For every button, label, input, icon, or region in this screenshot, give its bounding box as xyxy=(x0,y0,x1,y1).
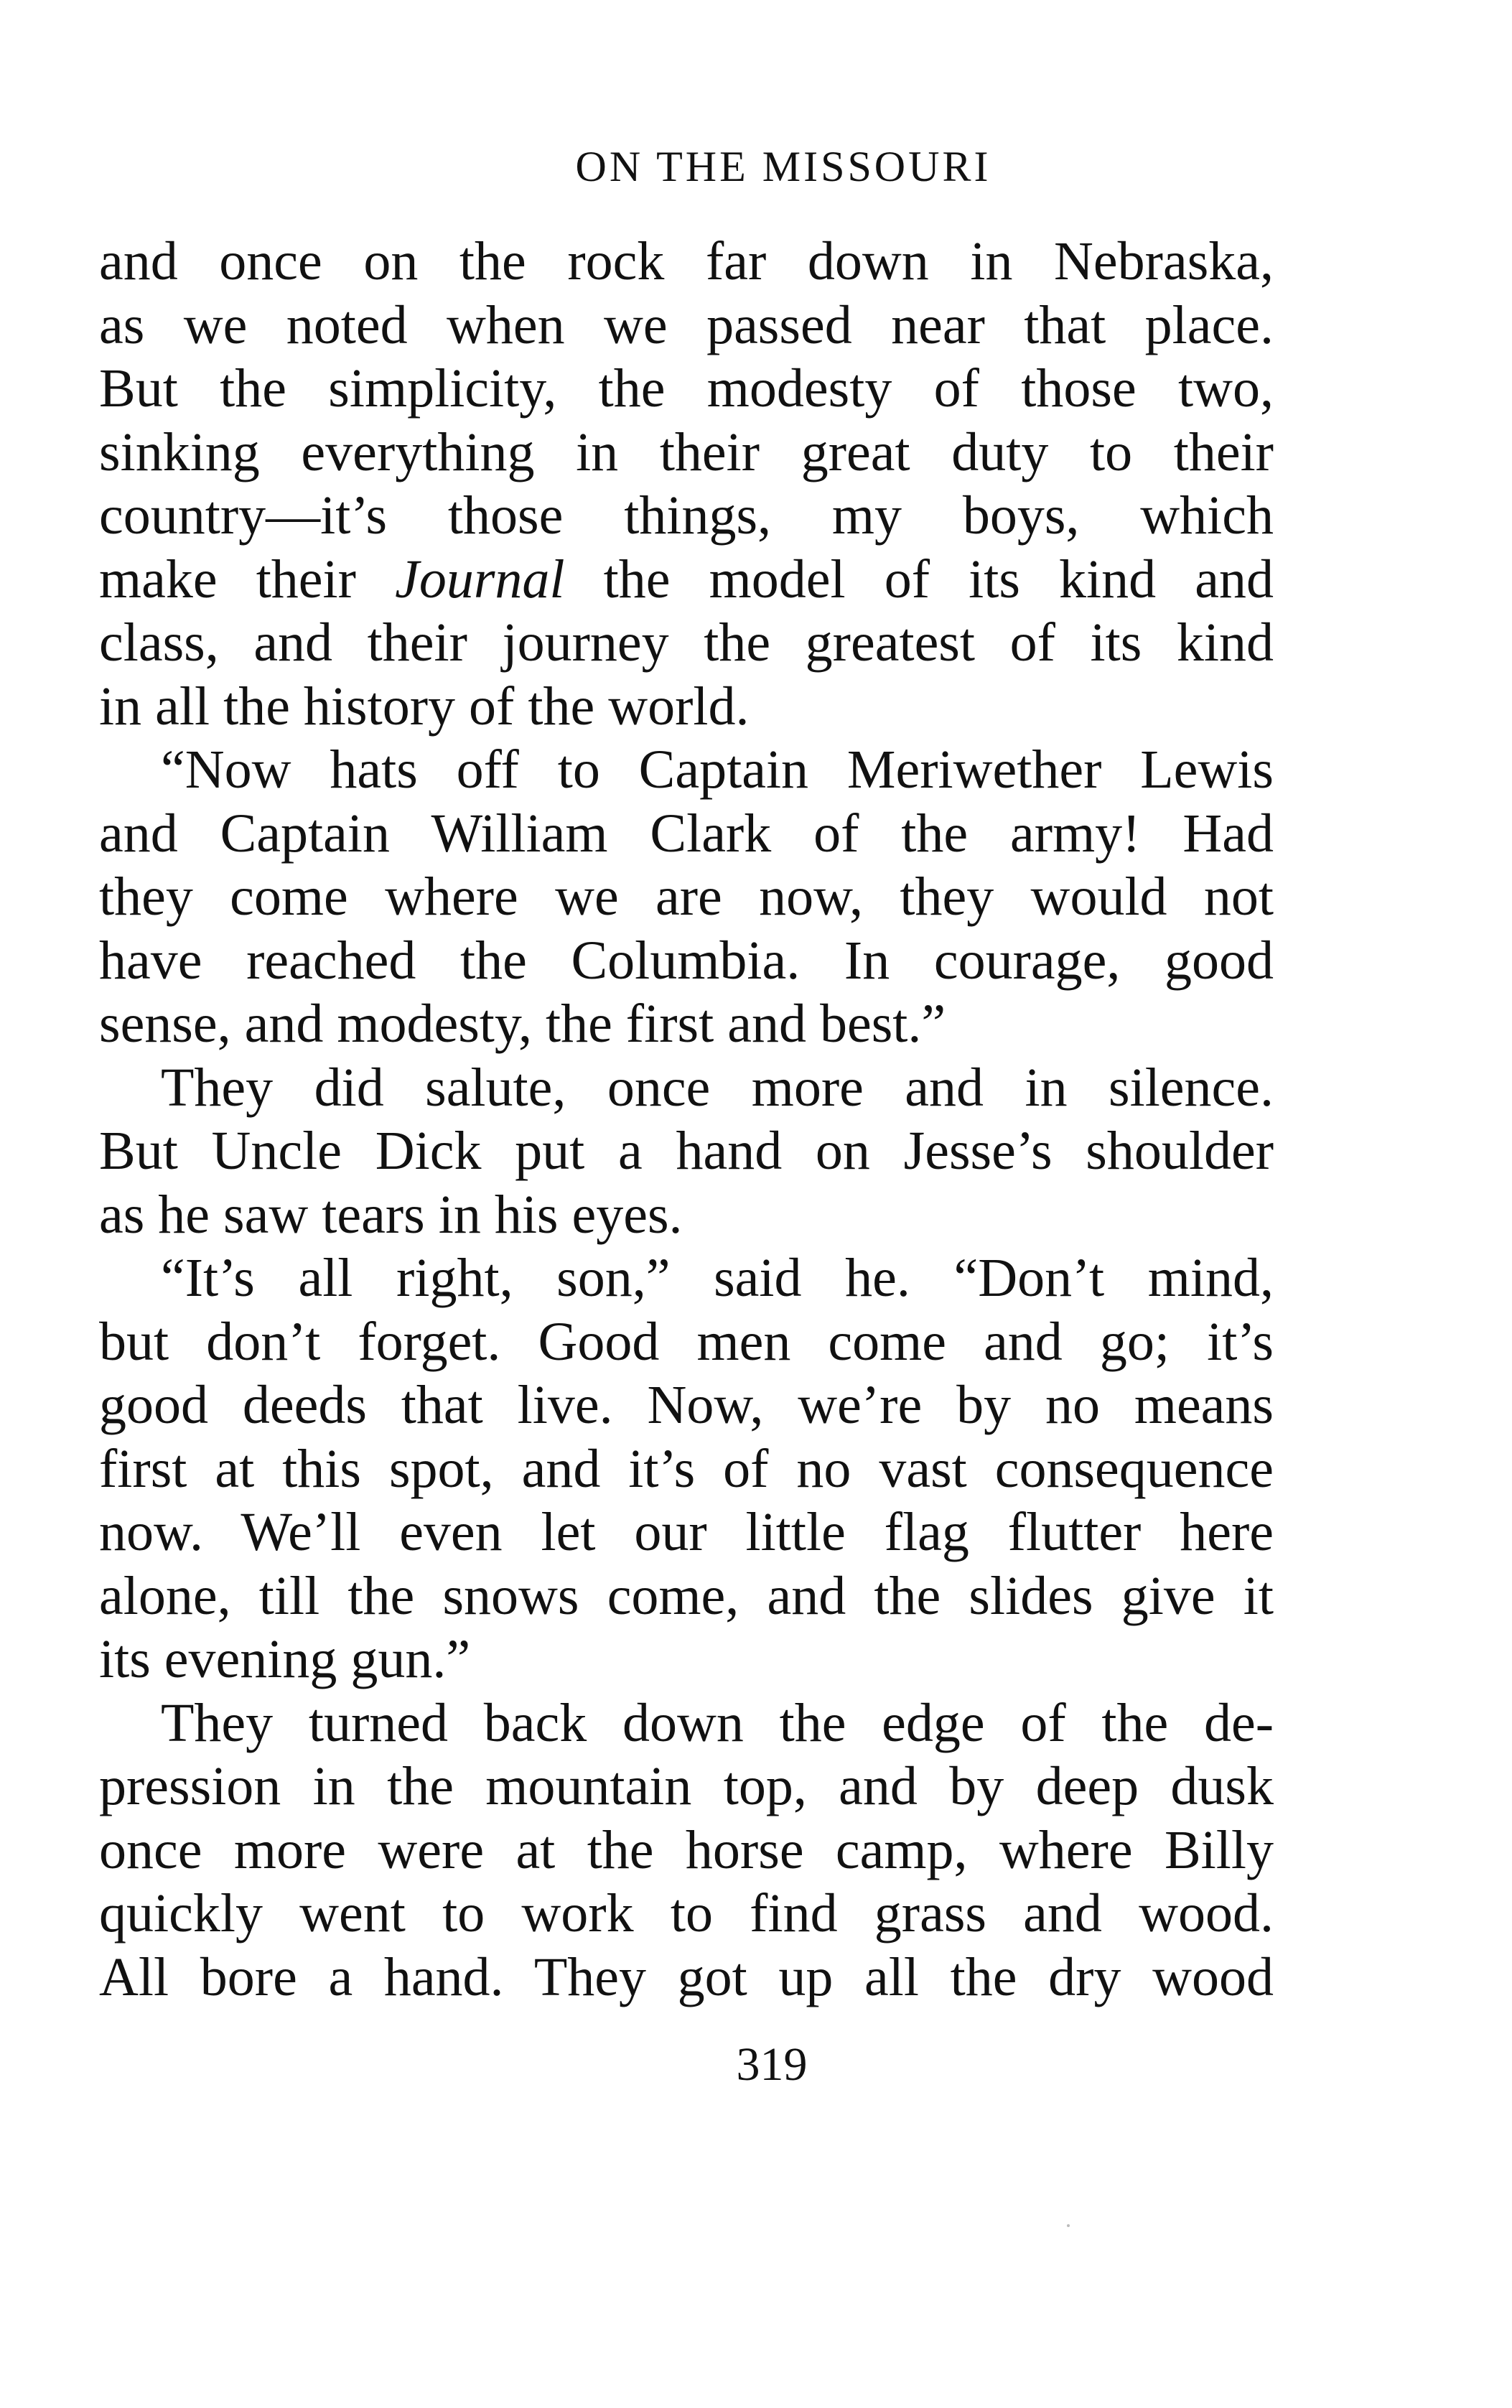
text-line: “It’s all right, son,” said he. “Don’t mind, xyxy=(161,1248,1274,1308)
text-line: its evening gun.” xyxy=(99,1629,471,1689)
text-line: quickly went to work to find grass and wood. xyxy=(99,1883,1274,1943)
text-line: class, and their journey the greatest of its kind xyxy=(99,612,1274,673)
text-line: they come where we are now, they would not xyxy=(99,867,1274,927)
text-line: sinking everything in their great duty to their xyxy=(99,421,1274,482)
text-line: alone, till the snows come, and the slides give it xyxy=(99,1565,1274,1626)
text-line: They turned back down the edge of the de- xyxy=(161,1692,1274,1753)
text-line: have reached the Columbia. In courage, good xyxy=(99,930,1274,991)
text-line: and Captain William Clark of the army! Had xyxy=(99,803,1274,864)
text-line: and once on the rock far down in Nebraska, xyxy=(99,231,1274,291)
text-line: first at this spot, and it’s of no vast consequence xyxy=(99,1438,1274,1499)
body-text xyxy=(99,230,1274,2009)
text-line: but don’t forget. Good men come and go; it’s xyxy=(99,1311,1274,1372)
text-line: make their Journal the model of its kind and xyxy=(99,549,1274,610)
text-line: sense, and modesty, the first and best.” xyxy=(99,994,946,1054)
journal-title: Journal xyxy=(395,549,565,610)
text-line: as he saw tears in his eyes. xyxy=(99,1184,683,1245)
running-head: ON THE MISSOURI xyxy=(575,143,991,190)
text-line: pression in the mountain top, and by deep dusk xyxy=(99,1756,1274,1816)
paper-speck xyxy=(1067,2224,1070,2227)
text-line: good deeds that live. Now, we’re by no means xyxy=(99,1375,1274,1435)
text-line: But the simplicity, the modesty of those two, xyxy=(99,358,1274,419)
text-line: as we noted when we passed near that place. xyxy=(99,294,1274,355)
text-line: country—it’s those things, my boys, which xyxy=(99,485,1274,546)
text-line: All bore a hand. They got up all the dry wood xyxy=(99,1946,1274,2007)
text-line: But Uncle Dick put a hand on Jesse’s shoulder xyxy=(99,1121,1274,1181)
text-line: once more were at the horse camp, where Billy xyxy=(99,1819,1274,1880)
page-number: 319 xyxy=(736,2038,808,2091)
text-line: They did salute, once more and in silence. xyxy=(161,1057,1274,1118)
text-line: in all the history of the world. xyxy=(99,676,750,737)
text-line: “Now hats off to Captain Meriwether Lewis xyxy=(161,739,1274,800)
text-line: now. We’ll even let our little flag flutter here xyxy=(99,1502,1274,1562)
